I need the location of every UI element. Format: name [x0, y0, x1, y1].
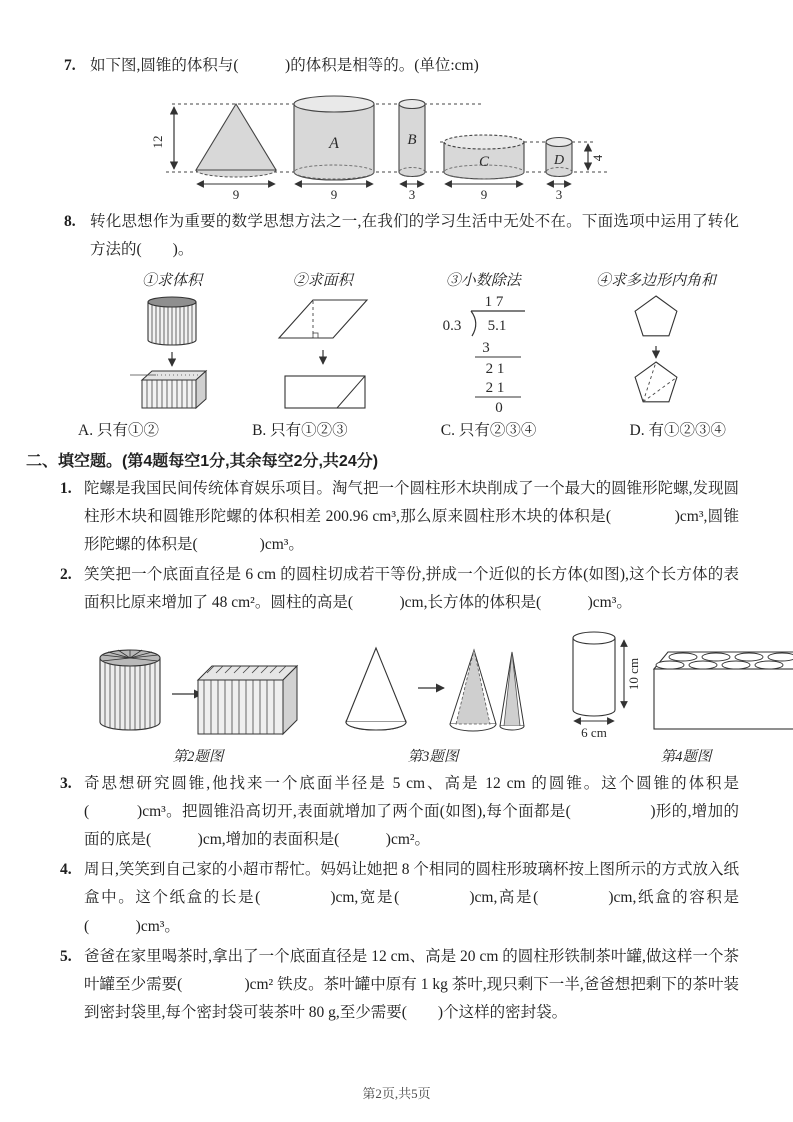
transformation-methods	[130, 269, 716, 414]
pentagon-figure	[614, 292, 698, 410]
cylinder-c	[444, 135, 524, 179]
fill-question-3	[60, 770, 739, 855]
question-8-text: 转化思想作为重要的数学思想方法之一,在我们的学习生活中无处不在。下面选项中运用了转化方法的( )。	[90, 213, 739, 259]
cylinder-b	[399, 100, 425, 177]
whole-cone	[346, 648, 406, 730]
figure-question-3	[338, 642, 528, 766]
parallelogram-to-rectangle-figure	[275, 292, 371, 410]
question-8	[64, 208, 739, 264]
option-d: D. 有①②③④	[629, 421, 726, 439]
question-8-options	[78, 418, 726, 440]
fill-question-2-text: 笑笑把一个底面直径是 6 cm 的圆柱切成若干等份,拼成一个近似的长方体(如图),这个长方体的表面积比原来增加了 48 cm²。圆柱的高是( )cm,长方体的体积是( )cm³。	[84, 566, 739, 612]
cone-cylinders-figure	[144, 84, 614, 202]
fill-question-1-text: 陀螺是我国民间传统体育娱乐项目。淘气把一个圆柱形木块削成了一个最大的圆锥形陀螺,发现圆柱形木块和圆锥形陀螺的体积相差 200.96 cm³,那么原来圆柱形木块的体积是( )cm³,圆锥形陀螺的体积是( )cm³。	[84, 479, 739, 554]
method-division-label: ③小数除法	[445, 272, 521, 289]
method-volume	[130, 269, 214, 414]
width-a-label: 9	[330, 187, 338, 203]
glass-cylinder	[573, 632, 615, 716]
cylinder-c-label: C	[478, 154, 490, 171]
cone-wedge	[500, 652, 524, 730]
height-12-label: 12	[150, 135, 165, 149]
question-8-number: 8.	[64, 213, 76, 231]
box-with-cups	[654, 652, 793, 729]
parallelogram-shape	[279, 300, 367, 338]
figure-4-caption: 第4题图	[660, 748, 712, 765]
fill-question-1-number: 1.	[60, 479, 72, 497]
division-dividend: 5.1	[487, 317, 507, 334]
fill-question-4	[60, 856, 739, 941]
striped-prism	[198, 666, 297, 734]
cone-shape	[196, 104, 276, 177]
fill-question-2-number: 2.	[60, 566, 72, 584]
width-cone-label: 9	[232, 187, 240, 203]
question-7-figure	[144, 84, 739, 202]
method-volume-label: ①求体积	[141, 272, 202, 289]
option-c: C. 只有②③④	[440, 421, 537, 439]
height-4-label: 4	[590, 154, 605, 162]
half-cone	[450, 650, 496, 731]
cylinder-d-label: D	[553, 153, 565, 169]
striped-cylinder	[100, 650, 160, 730]
cylinder-d	[546, 138, 572, 177]
division-divisor: 0.3	[442, 317, 462, 334]
method-area	[275, 269, 371, 414]
width-d-label: 3	[555, 187, 563, 203]
cups-in-box-figure	[562, 624, 793, 742]
division-step-1: 3	[482, 339, 491, 356]
question-7	[64, 52, 739, 80]
fill-question-4-number: 4.	[60, 861, 72, 879]
cylinder-b-label: B	[407, 132, 417, 149]
fill-in-blank-section	[26, 475, 739, 1028]
cup-height-label: 10 cm	[626, 657, 641, 690]
cylinder-a-label: A	[329, 135, 339, 153]
figures-row	[92, 624, 739, 766]
figure-question-4	[562, 624, 793, 766]
section-2-title: 二、填空题。(第4题每空1分,其余每空2分,共24分)	[26, 452, 379, 470]
cup-diameter-label: 6 cm	[581, 724, 607, 740]
cylinder-to-prism-large-figure	[92, 642, 304, 742]
question-7-text: 如下图,圆锥的体积与( )的体积是相等的。(单位:cm)	[90, 57, 479, 74]
long-division-figure	[431, 292, 535, 414]
width-b-label: 3	[408, 187, 416, 203]
figure-3-caption: 第3题图	[407, 748, 459, 765]
striped-cylinder	[148, 297, 196, 345]
fill-question-3-number: 3.	[60, 774, 72, 792]
method-decimal-division	[431, 269, 535, 414]
rectangle-shape	[285, 376, 365, 408]
division-quotient: 1 7	[484, 293, 504, 310]
fill-question-2	[60, 561, 739, 617]
method-polygon-angles	[596, 269, 716, 414]
division-step-2: 2 1	[485, 360, 505, 377]
pentagon-with-diagonals	[635, 362, 677, 402]
option-a: A. 只有①②	[78, 421, 159, 439]
fill-question-5-number: 5.	[60, 947, 72, 965]
method-area-label: ②求面积	[292, 272, 353, 289]
figure-2-caption: 第2题图	[172, 748, 224, 765]
page-number: 第2页,共5页	[362, 1086, 431, 1101]
cylinder-a	[294, 96, 374, 180]
striped-prism	[130, 371, 206, 408]
cone-cut-figure	[338, 642, 528, 742]
fill-question-4-text: 周日,笑笑到自己家的小超市帮忙。妈妈让她把 8 个相同的圆柱形玻璃杯按上图所示的方式放入纸盒中。这个纸盒的长是( )cm,宽是( )cm,高是( )cm,纸盒的容积是( )cm³。	[84, 861, 739, 935]
division-remainder: 0	[495, 399, 504, 414]
figure-question-2	[92, 642, 304, 766]
cylinder-to-prism-figure	[130, 292, 214, 410]
fill-question-5-text: 爸爸在家里喝茶时,拿出了一个底面直径是 12 cm、高是 20 cm 的圆柱形铁制茶叶罐,做这样一个茶叶罐至少需要( )cm² 铁皮。茶叶罐中原有 1 kg 茶叶,现只剩下一半,爸爸想把剩下的茶叶装到密封袋里,每个密封袋可装茶叶 80 g,至少需要( )个这样的密封袋。	[84, 947, 739, 1022]
question-7-number: 7.	[64, 57, 76, 74]
option-b: B. 只有①②③	[252, 421, 348, 439]
pentagon-shape	[635, 296, 677, 336]
fill-question-5	[60, 943, 739, 1028]
fill-question-1	[60, 475, 739, 560]
method-polygon-label: ④求多边形内角和	[595, 272, 716, 289]
width-c-label: 9	[480, 187, 488, 203]
fill-question-3-text: 奇思想研究圆锥,他找来一个底面半径是 5 cm、高是 12 cm 的圆锥。这个圆锥的体积是( )cm³。把圆锥沿高切开,表面就增加了两个面(如图),每个面都是( )形的,增加的面的底是( )cm,增加的表面积是( )cm²。	[84, 774, 739, 849]
division-bracket	[471, 311, 476, 336]
division-step-3: 2 1	[485, 379, 505, 396]
